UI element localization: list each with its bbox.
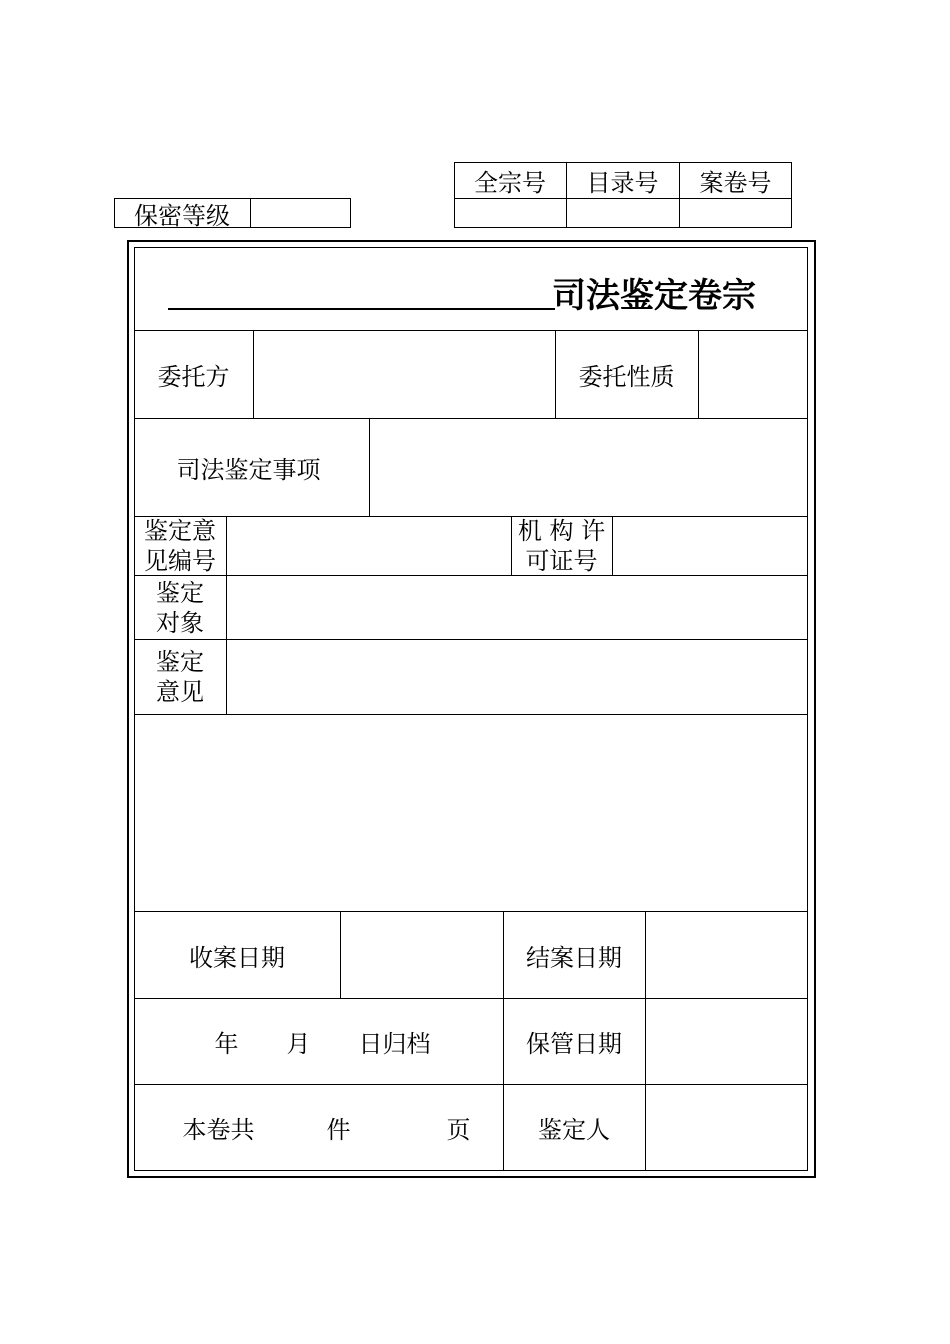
fonds-number-value[interactable] (454, 198, 566, 228)
close-date-value[interactable] (645, 911, 808, 999)
license-label-line2: 可证号 (525, 547, 598, 575)
license-label-line1: 机 构 许 (517, 517, 606, 545)
appraiser-label: 鉴定人 (538, 1116, 610, 1144)
close-date-label: 结案日期 (526, 943, 622, 972)
receive-date-label: 收案日期 (189, 943, 285, 972)
catalog-number-header: 目录号 (586, 168, 659, 197)
opinion-value[interactable] (226, 639, 808, 714)
opinion-label-line2: 意见 (156, 677, 204, 706)
fonds-number-header: 全宗号 (474, 168, 546, 197)
form-title: 司法鉴定卷宗 (552, 275, 756, 316)
client-value[interactable] (253, 330, 555, 418)
opinion-label (134, 639, 226, 714)
blank-area (134, 714, 808, 912)
object-value[interactable] (226, 575, 808, 640)
secrecy-label: 保密等级 (134, 201, 230, 230)
file-number-header: 案卷号 (699, 168, 772, 197)
keep-date-value[interactable] (645, 998, 808, 1084)
opinion-no-label-line2: 见编号 (144, 547, 216, 575)
object-label-line1: 鉴定 (156, 578, 204, 607)
archive-date-text: 年 月 日归档 (214, 1029, 431, 1058)
opinion-no-label-line1: 鉴定意 (144, 517, 216, 545)
license-value[interactable] (612, 516, 808, 576)
client-label: 委托方 (157, 362, 230, 391)
object-label-line2: 对象 (156, 608, 204, 637)
title-underline (168, 308, 555, 310)
appraiser-value[interactable] (645, 1084, 808, 1171)
nature-label: 委托性质 (578, 362, 675, 391)
license-label (511, 516, 612, 576)
volume-count-text: 本卷共 件 页 (182, 1116, 471, 1144)
file-number-value[interactable] (679, 198, 792, 228)
secrecy-value[interactable] (250, 198, 351, 228)
opinion-no-value[interactable] (226, 516, 511, 576)
opinion-label-line1: 鉴定 (156, 647, 204, 676)
opinion-no-label (134, 516, 226, 576)
catalog-number-value[interactable] (566, 198, 679, 228)
object-label (134, 575, 226, 640)
receive-date-value[interactable] (340, 911, 503, 999)
keep-date-label: 保管日期 (526, 1029, 622, 1058)
matter-label: 司法鉴定事项 (176, 455, 321, 484)
matter-value[interactable] (369, 418, 808, 516)
nature-value[interactable] (698, 330, 808, 418)
